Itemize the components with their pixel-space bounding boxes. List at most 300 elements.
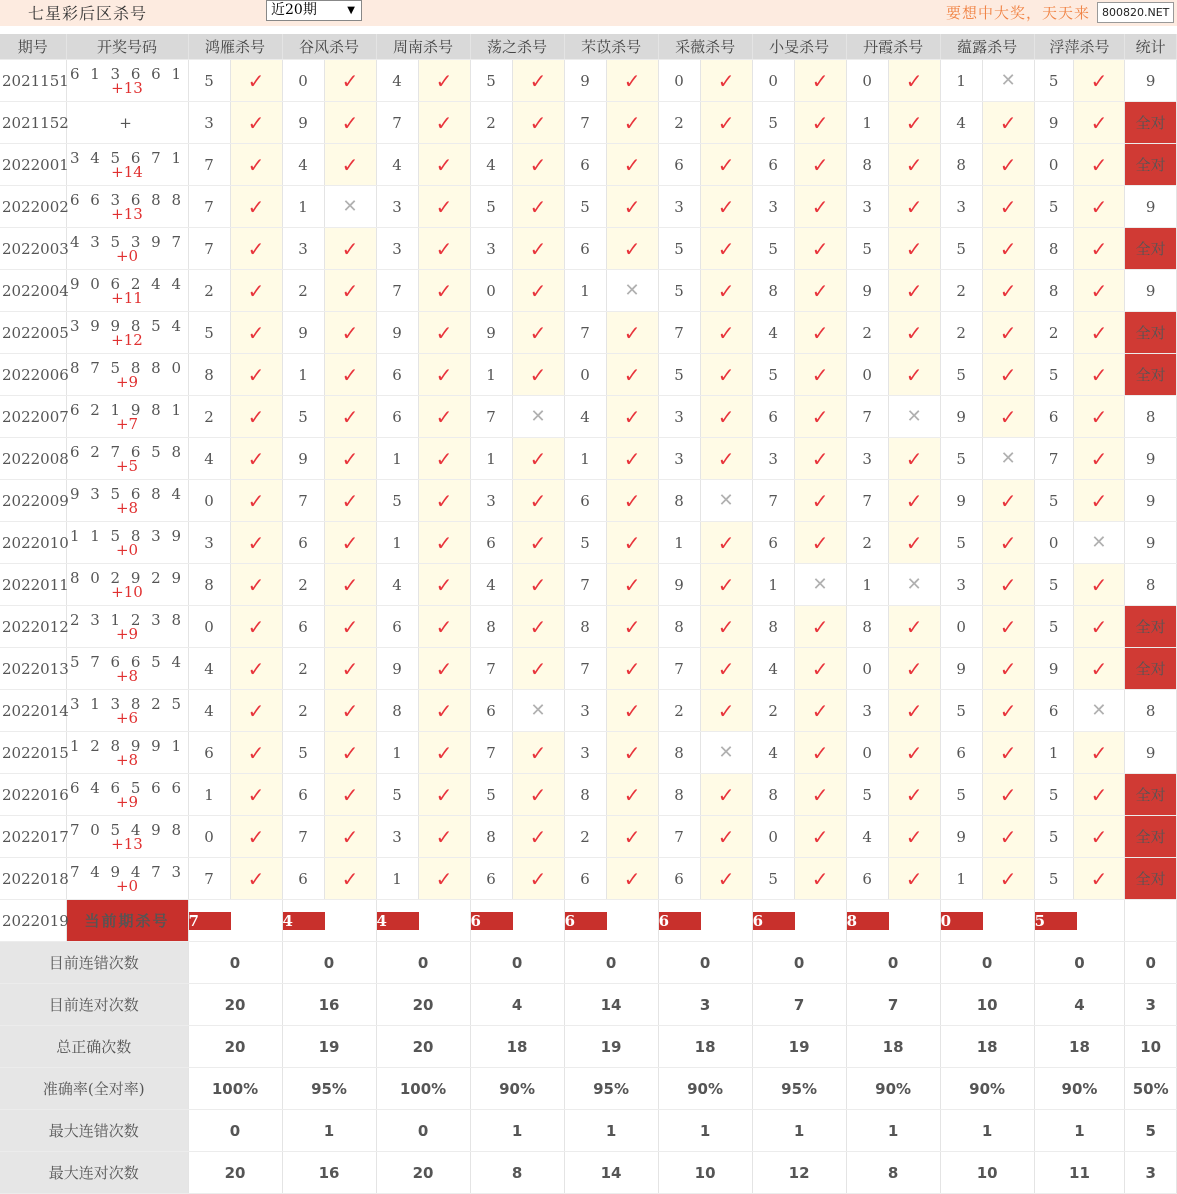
kill-number: 7 [470,648,512,690]
kill-number: 8 [1034,270,1073,312]
hit-cell [512,732,564,774]
stat-count: 9 [1125,60,1177,102]
draw-numbers-cell [66,270,188,312]
check-icon: ✓ [999,656,1017,681]
cross-icon: ✕ [906,574,922,595]
cross-icon: ✕ [1091,700,1107,721]
check-icon: ✓ [435,446,453,471]
kill-number: 7 [658,648,700,690]
current-kill-number: 4 [283,912,325,930]
kill-number: 0 [188,816,230,858]
hit-cell [1073,774,1125,816]
hit-cell [982,732,1034,774]
hit-cell [1073,732,1125,774]
kill-number: 6 [846,858,888,900]
hit-cell [418,102,470,144]
draw-sum: +12 [111,330,143,349]
check-icon: ✓ [341,110,359,135]
check-icon: ✓ [341,446,359,471]
check-icon: ✓ [247,194,265,219]
kill-number: 0 [188,606,230,648]
draw-numbers-cell [66,732,188,774]
kill-number: 6 [282,858,324,900]
summary-value: 4 [470,984,564,1026]
check-icon: ✓ [1090,278,1108,303]
check-icon: ✓ [623,194,641,219]
kill-number: 5 [940,228,982,270]
check-icon: ✓ [247,824,265,849]
check-icon: ✓ [435,362,453,387]
hit-cell [606,186,658,228]
kill-number: 1 [282,186,324,228]
hit-cell [794,522,846,564]
draw-numbers: 1 2 8 9 9 1 [69,736,185,755]
hit-cell [230,606,282,648]
kill-number: 2 [1034,312,1073,354]
check-icon: ✓ [717,236,735,261]
hit-cell [418,312,470,354]
kill-number: 1 [658,522,700,564]
hit-cell [418,522,470,564]
current-kill-number: 4 [377,912,419,930]
check-icon: ✓ [1090,740,1108,765]
kill-number: 5 [188,312,230,354]
check-icon: ✓ [717,656,735,681]
draw-numbers-cell [66,648,188,690]
kill-number: 0 [752,816,794,858]
hit-cell [606,144,658,186]
kill-number: 0 [752,60,794,102]
table-row [0,606,1177,648]
check-icon: ✓ [341,404,359,429]
hit-cell [324,648,376,690]
kill-number: 1 [564,438,606,480]
summary-value: 90% [1034,1068,1125,1110]
hit-cell [1073,186,1125,228]
kill-number: 7 [564,102,606,144]
kill-number: 4 [752,732,794,774]
check-icon: ✓ [623,320,641,345]
hit-cell [1073,270,1125,312]
kill-number: 2 [282,270,324,312]
hit-cell [418,186,470,228]
check-icon: ✓ [905,656,923,681]
kill-number: 5 [1034,858,1073,900]
draw-numbers: 2 3 1 2 3 8 [69,610,185,629]
check-icon: ✓ [717,320,735,345]
current-stat-cell [1125,900,1177,942]
kill-number: 9 [282,102,324,144]
check-icon: ✓ [1090,362,1108,387]
site-badge-link[interactable]: 800820.NET [1097,2,1174,23]
summary-label: 总正确次数 [0,1026,188,1068]
hit-cell [512,774,564,816]
table-row [0,816,1177,858]
check-icon: ✓ [529,362,547,387]
current-kill-label: 当前期杀号 [66,900,188,942]
summary-value: 7 [752,984,846,1026]
check-icon: ✓ [1090,656,1108,681]
kill-number: 9 [658,564,700,606]
hit-cell [888,858,940,900]
kill-number: 4 [188,438,230,480]
kill-number: 3 [376,228,418,270]
hit-cell [794,438,846,480]
miss-cell [700,480,752,522]
current-kill-number: 0 [941,912,983,930]
issue-cell: 2022006 [0,354,66,396]
full-correct-badge: 全对 [1125,648,1177,690]
kill-number: 7 [188,186,230,228]
check-icon: ✓ [811,236,829,261]
check-icon: ✓ [999,194,1017,219]
kill-number: 8 [376,690,418,732]
hit-cell [700,186,752,228]
check-icon: ✓ [341,236,359,261]
check-icon: ✓ [435,656,453,681]
hit-cell [1073,312,1125,354]
hit-cell [1073,606,1125,648]
check-icon: ✓ [1090,488,1108,513]
hit-cell [606,690,658,732]
hit-cell [982,522,1034,564]
check-icon: ✓ [999,740,1017,765]
summary-value: 8 [846,1152,940,1194]
hit-cell [982,270,1034,312]
summary-value: 1 [564,1110,658,1152]
hit-cell [888,354,940,396]
current-kill-cell [376,900,470,942]
check-icon: ✓ [905,152,923,177]
draw-numbers-cell [66,186,188,228]
hit-cell [512,564,564,606]
hit-cell [324,816,376,858]
hit-cell [606,354,658,396]
check-icon: ✓ [529,656,547,681]
check-icon: ✓ [529,614,547,639]
kill-number: 5 [188,60,230,102]
hit-cell [606,102,658,144]
summary-value: 90% [940,1068,1034,1110]
kill-number: 3 [940,186,982,228]
check-icon: ✓ [999,404,1017,429]
draw-sum: +5 [115,456,139,475]
kill-number: 5 [376,480,418,522]
kill-number: 7 [188,228,230,270]
kill-number: 7 [376,102,418,144]
check-icon: ✓ [247,446,265,471]
kill-number: 3 [658,438,700,480]
cross-icon: ✕ [906,406,922,427]
kill-number: 9 [376,312,418,354]
kill-number: 0 [846,354,888,396]
summary-value: 100% [188,1068,282,1110]
hit-cell [324,396,376,438]
stat-count: 9 [1125,522,1177,564]
hit-cell [700,564,752,606]
draw-sum: +13 [111,204,143,223]
hit-cell [982,228,1034,270]
kill-number: 8 [188,354,230,396]
kill-number: 5 [282,732,324,774]
kill-number: 8 [470,606,512,648]
kill-number: 1 [752,564,794,606]
kill-number: 7 [1034,438,1073,480]
kill-number: 9 [940,480,982,522]
draw-numbers: 9 3 5 6 8 4 [69,484,185,503]
summary-value: 16 [282,984,376,1026]
header-stat: 统计 [1125,34,1177,60]
hit-cell [1073,228,1125,270]
check-icon: ✓ [811,446,829,471]
check-icon: ✓ [717,362,735,387]
check-icon: ✓ [341,824,359,849]
summary-value: 1 [282,1110,376,1152]
kill-number: 5 [658,270,700,312]
hit-cell [512,186,564,228]
summary-value: 12 [752,1152,846,1194]
table-row [0,648,1177,690]
table-row [0,396,1177,438]
kill-number: 7 [658,312,700,354]
check-icon: ✓ [905,446,923,471]
check-icon: ✓ [1090,866,1108,891]
kill-number: 6 [752,522,794,564]
kill-number: 6 [940,732,982,774]
draw-sum: +10 [111,582,143,601]
kill-number: 7 [470,732,512,774]
hit-cell [324,228,376,270]
kill-number: 3 [188,102,230,144]
kill-number: 4 [940,102,982,144]
period-select[interactable] [266,0,362,21]
summary-value: 0 [376,942,470,984]
check-icon: ✓ [623,740,641,765]
check-icon: ✓ [717,572,735,597]
kill-number: 8 [188,564,230,606]
kill-number: 7 [846,480,888,522]
kill-number: 5 [1034,354,1073,396]
draw-numbers-cell [66,816,188,858]
hit-cell [230,858,282,900]
check-icon: ✓ [435,698,453,723]
kill-number: 5 [1034,816,1073,858]
check-icon: ✓ [905,68,923,93]
kill-number: 5 [658,228,700,270]
miss-cell [982,438,1034,480]
hit-cell [700,438,752,480]
issue-cell: 2022003 [0,228,66,270]
summary-value: 20 [376,1152,470,1194]
hit-cell [700,228,752,270]
check-icon: ✓ [435,110,453,135]
check-icon: ✓ [717,530,735,555]
current-kill-cell [188,900,282,942]
kill-number: 8 [846,606,888,648]
draw-sum: +0 [115,246,139,265]
kill-number: 2 [940,312,982,354]
table-row [0,774,1177,816]
hit-cell [794,774,846,816]
hit-cell [418,564,470,606]
hit-cell [418,774,470,816]
hit-cell [888,480,940,522]
draw-numbers-cell [66,102,188,144]
hit-cell [794,144,846,186]
kill-number: 4 [752,648,794,690]
hit-cell [324,144,376,186]
summary-label: 最大连错次数 [0,1110,188,1152]
summary-value: 0 [564,942,658,984]
full-correct-badge: 全对 [1125,228,1177,270]
hit-cell [982,354,1034,396]
hit-cell [794,732,846,774]
kill-number: 5 [564,522,606,564]
kill-number: 8 [752,606,794,648]
kill-number: 2 [658,102,700,144]
check-icon: ✓ [623,614,641,639]
hit-cell [512,354,564,396]
kill-number: 6 [1034,690,1073,732]
hit-cell [418,60,470,102]
current-issue-cell: 2022019 [0,900,66,942]
stat-count: 9 [1125,480,1177,522]
kill-number: 8 [658,606,700,648]
kill-number: 5 [846,774,888,816]
kill-number: 3 [846,690,888,732]
check-icon: ✓ [717,278,735,303]
kill-number: 0 [1034,144,1073,186]
kill-number: 1 [564,270,606,312]
check-icon: ✓ [435,824,453,849]
kill-number: 0 [846,60,888,102]
current-issue-row [0,900,1177,942]
check-icon: ✓ [623,824,641,849]
summary-label: 目前连错次数 [0,942,188,984]
hit-cell [982,858,1034,900]
check-icon: ✓ [1090,404,1108,429]
cross-icon: ✕ [718,742,734,763]
hit-cell [1073,60,1125,102]
hit-cell [982,564,1034,606]
summary-value: 18 [658,1026,752,1068]
draw-numbers-cell [66,60,188,102]
hit-cell [982,396,1034,438]
summary-value: 1 [752,1110,846,1152]
kill-number: 4 [564,396,606,438]
check-icon: ✓ [247,698,265,723]
kill-number: 6 [188,732,230,774]
check-icon: ✓ [529,68,547,93]
hit-cell [794,186,846,228]
kill-number: 4 [188,690,230,732]
draw-numbers: 1 1 5 8 3 9 [69,526,185,545]
current-kill-number: 7 [189,912,231,930]
check-icon: ✓ [623,656,641,681]
hit-cell [1073,480,1125,522]
hit-cell [324,732,376,774]
check-icon: ✓ [623,698,641,723]
draw-numbers: 7 0 5 4 9 8 [69,820,185,839]
draw-sum: +9 [115,372,139,391]
hit-cell [794,354,846,396]
hit-cell [700,522,752,564]
check-icon: ✓ [1090,236,1108,261]
hit-cell [606,732,658,774]
hit-cell [1073,102,1125,144]
draw-numbers-cell [66,438,188,480]
check-icon: ✓ [999,530,1017,555]
full-correct-badge: 全对 [1125,606,1177,648]
summary-value: 3 [658,984,752,1026]
draw-sum: +9 [115,624,139,643]
issue-cell: 2022014 [0,690,66,732]
issue-cell: 2022011 [0,564,66,606]
cross-icon: ✕ [530,406,546,427]
table-row [0,312,1177,354]
kill-number: 5 [846,228,888,270]
hit-cell [606,522,658,564]
kill-number: 5 [564,186,606,228]
draw-sum: +0 [115,876,139,895]
hit-cell [512,312,564,354]
check-icon: ✓ [623,68,641,93]
check-icon: ✓ [999,488,1017,513]
full-correct-badge: 全对 [1125,102,1177,144]
check-icon: ✓ [717,698,735,723]
kill-number: 8 [470,816,512,858]
hit-cell [794,102,846,144]
stat-count: 9 [1125,732,1177,774]
hit-cell [794,648,846,690]
kill-number: 5 [752,102,794,144]
hit-cell [888,648,940,690]
kill-number: 7 [188,144,230,186]
check-icon: ✓ [717,194,735,219]
kill-number: 2 [188,396,230,438]
kill-number: 3 [752,438,794,480]
kill-number: 5 [752,354,794,396]
kill-number: 9 [846,270,888,312]
draw-numbers: 4 3 5 3 9 7 [69,232,185,251]
hit-cell [794,816,846,858]
summary-value: 0 [376,1110,470,1152]
check-icon: ✓ [1090,194,1108,219]
kill-number: 6 [470,858,512,900]
hit-cell [606,438,658,480]
hit-cell [418,732,470,774]
hit-cell [888,102,940,144]
check-icon: ✓ [341,68,359,93]
hit-cell [512,144,564,186]
issue-cell: 2022001 [0,144,66,186]
check-icon: ✓ [247,320,265,345]
kill-number: 1 [188,774,230,816]
check-icon: ✓ [811,866,829,891]
check-icon: ✓ [999,782,1017,807]
check-icon: ✓ [999,110,1017,135]
check-icon: ✓ [999,236,1017,261]
draw-sum: +8 [115,666,139,685]
table-row [0,522,1177,564]
cross-icon: ✕ [812,574,828,595]
hit-cell [512,270,564,312]
check-icon: ✓ [435,740,453,765]
hit-cell [512,858,564,900]
hit-cell [418,858,470,900]
hit-cell [1073,396,1125,438]
summary-value: 1 [846,1110,940,1152]
